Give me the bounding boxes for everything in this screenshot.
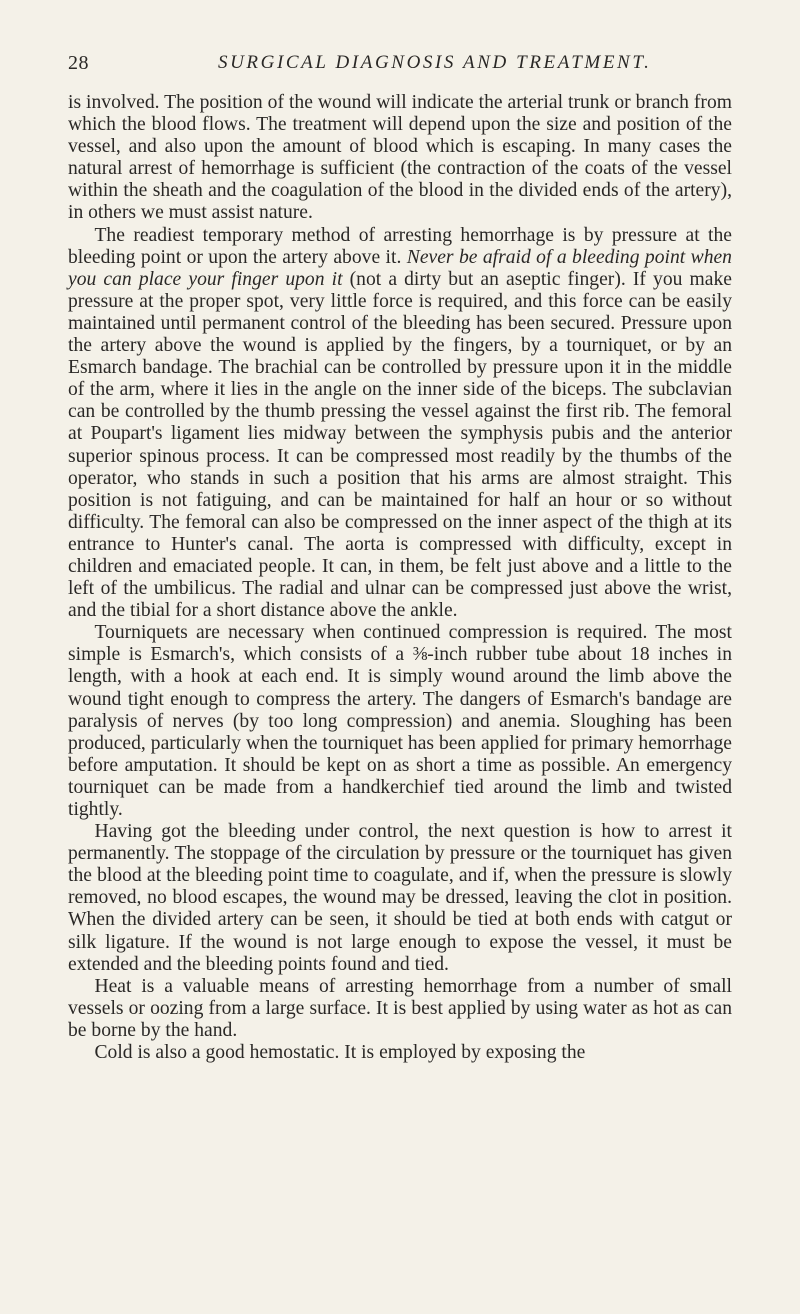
body-text — [68, 92, 732, 1064]
paragraph-2 — [68, 225, 732, 623]
page-number: 28 — [68, 52, 89, 74]
paragraph-4-text: Having got the bleeding under control, the next question is how to arrest it permanently. The stoppage of the circulation by pressure or the tourniquet has given the blood at the bleeding point time to coagulate, and if, when the pressure is slowly removed, no blood escapes, the wound may be dressed, leaving the clot in position. When the divided artery can be seen, it should be tied at both ends with catgut or silk ligature. If the wound is not large enough to expose the vessel, it must be extended and the bleeding points found and tied. — [68, 821, 732, 975]
paragraph-3-text: Tourniquets are necessary when continued compression is required. The most simple is Esmarch's, which consists of a ⅜-inch rubber tube about 18 inches in length, with a hook at each end. It is simply wound around the limb above the wound tight enough to compress the artery. The dangers of Esmarch's bandage are paralysis of nerves (by too long compression) and anemia. Sloughing has been produced, particularly when the tourniquet has been applied for primary hemorrhage before amputation. It should be kept on as short a time as possible. An emergency tourniquet can be made from a handkerchief tied around the limb and twisted tightly. — [68, 622, 732, 820]
page-header — [68, 52, 732, 78]
paragraph-1 — [68, 92, 732, 225]
paragraph-2-emphasis: Never be afraid of a bleeding point when you can place your finger upon it — [68, 246, 732, 290]
paragraph-3 — [68, 622, 732, 821]
paragraph-6-text: Cold is also a good hemostatic. It is employed by exposing the — [94, 1042, 586, 1064]
paragraph-4 — [68, 821, 732, 976]
paragraph-5-text: Heat is a valuable means of arresting hemorrhage from a number of small vessels or oozing from a large surface. It is best applied by using water as hot as can be borne by the hand. — [68, 975, 732, 1041]
running-title: SURGICAL DIAGNOSIS AND TREATMENT. — [218, 52, 652, 73]
paragraph-5 — [68, 976, 732, 1042]
paragraph-2-text-before: The readiest temporary method of arresting hemorrhage is by pressure at the bleeding point or upon the artery above it. — [68, 224, 732, 268]
paragraph-1-text: is involved. The position of the wound will indicate the arterial trunk or branch from which the blood flows. The treatment will depend upon the size and position of the vessel, and also upon the amount of blood which is escaping. In many cases the natural arrest of hemorrhage is sufficient (the contraction of the coats of the vessel within the sheath and the coagulation of the blood in the divided ends of the artery), in others we must assist nature. — [68, 92, 732, 224]
paragraph-6 — [68, 1042, 732, 1064]
paragraph-2-text-after: (not a dirty but an aseptic finger). If you make pressure at the proper spot, very little force is required, and this force can be easily maintained until permanent control of the bleeding has been secured. Pressure upon the artery above the wound is applied by the fingers, by a tourniquet, or by an Esmarch bandage. The brachial can be controlled by pressure upon it in the middle of the arm, where it lies in the angle on the inner side of the biceps. The subclavian can be controlled by the thumb pressing the vessel against the first rib. The femoral at Poupart's ligament lies midway between the symphysis pubis and the anterior superior spinous process. It can be compressed most readily by the thumbs of the operator, who stands in such a position that his arms are almost straight. This position is not fatiguing, and can be maintained for half an hour or so without difficulty. The femoral can also be compressed on the inner aspect of the thigh at its entrance to Hunter's canal. The aorta is compressed with difficulty, except in children and emaciated people. It can, in them, be felt just above and a little to the left of the umbilicus. The radial and ulnar can be compressed just above the wrist, and the tibial for a short distance above the ankle. — [68, 268, 732, 622]
